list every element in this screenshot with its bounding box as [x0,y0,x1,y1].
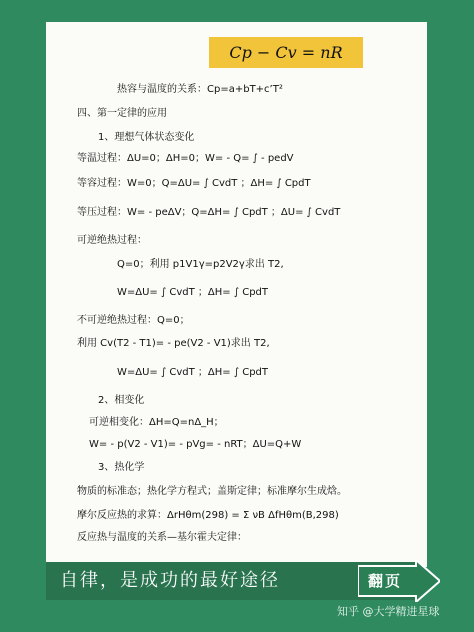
reversible-phase-change-line: 可逆相变化：ΔH=Q=nΔ_H； [89,417,224,428]
isobaric-line: 等压过程：W= - peΔV；Q=ΔH= ∫ CpdT ；ΔU= ∫ CvdT [77,207,341,218]
watermark: 知乎 @大学精进星球 [337,605,440,618]
irreversible-adiabatic-t2: 利用 Cv(T2 - T1)= - pe(V2 - V1)求出 T2, [77,338,270,349]
section-four-heading: 四、第一定律的应用 [77,108,167,119]
reversible-adiabatic-q: Q=0；利用 p1V1γ=p2V2γ求出 T2, [117,259,284,270]
subsection-phase-change: 2、相变化 [98,395,145,406]
heat-capacity-line: 热容与温度的关系：Cp=a+bT+c’T² [117,84,283,95]
subsection-thermochemistry: 3、热化学 [98,462,145,473]
phase-change-work-line: W= - p(V2 - V1)= - pVg= - nRT；ΔU=Q+W [89,439,302,450]
standard-state-line: 物质的标准态；热化学方程式；盖斯定律；标准摩尔生成焓。 [77,486,347,497]
motto-text: 自律，是成功的最好途径 [60,570,280,591]
isochoric-line: 等容过程：W=0；Q=ΔU= ∫ CvdT ；ΔH= ∫ CpdT [77,178,311,189]
irreversible-adiabatic-heading: 不可逆绝热过程：Q=0； [77,315,190,326]
isothermal-line: 等温过程：ΔU=0；ΔH=0；W= - Q= ∫ - pedV [77,153,294,164]
subsection-ideal-gas: 1、理想气体状态变化 [98,132,195,143]
reversible-adiabatic-w: W=ΔU= ∫ CvdT ；ΔH= ∫ CpdT [117,287,269,298]
reversible-adiabatic-heading: 可逆绝热过程： [77,235,147,246]
kirchhoff-law-line: 反应热与温度的关系—基尔霍夫定律： [77,532,247,543]
next-page-button[interactable]: 翻页 [368,572,403,590]
highlighted-formula: Cp − Cv = nR [209,37,363,68]
irreversible-adiabatic-w: W=ΔU= ∫ CvdT ；ΔH= ∫ CpdT [117,367,269,378]
molar-reaction-heat-line: 摩尔反应热的求算：ΔrHθm(298) = Σ νB ΔfHθm(B,298) [77,510,339,521]
